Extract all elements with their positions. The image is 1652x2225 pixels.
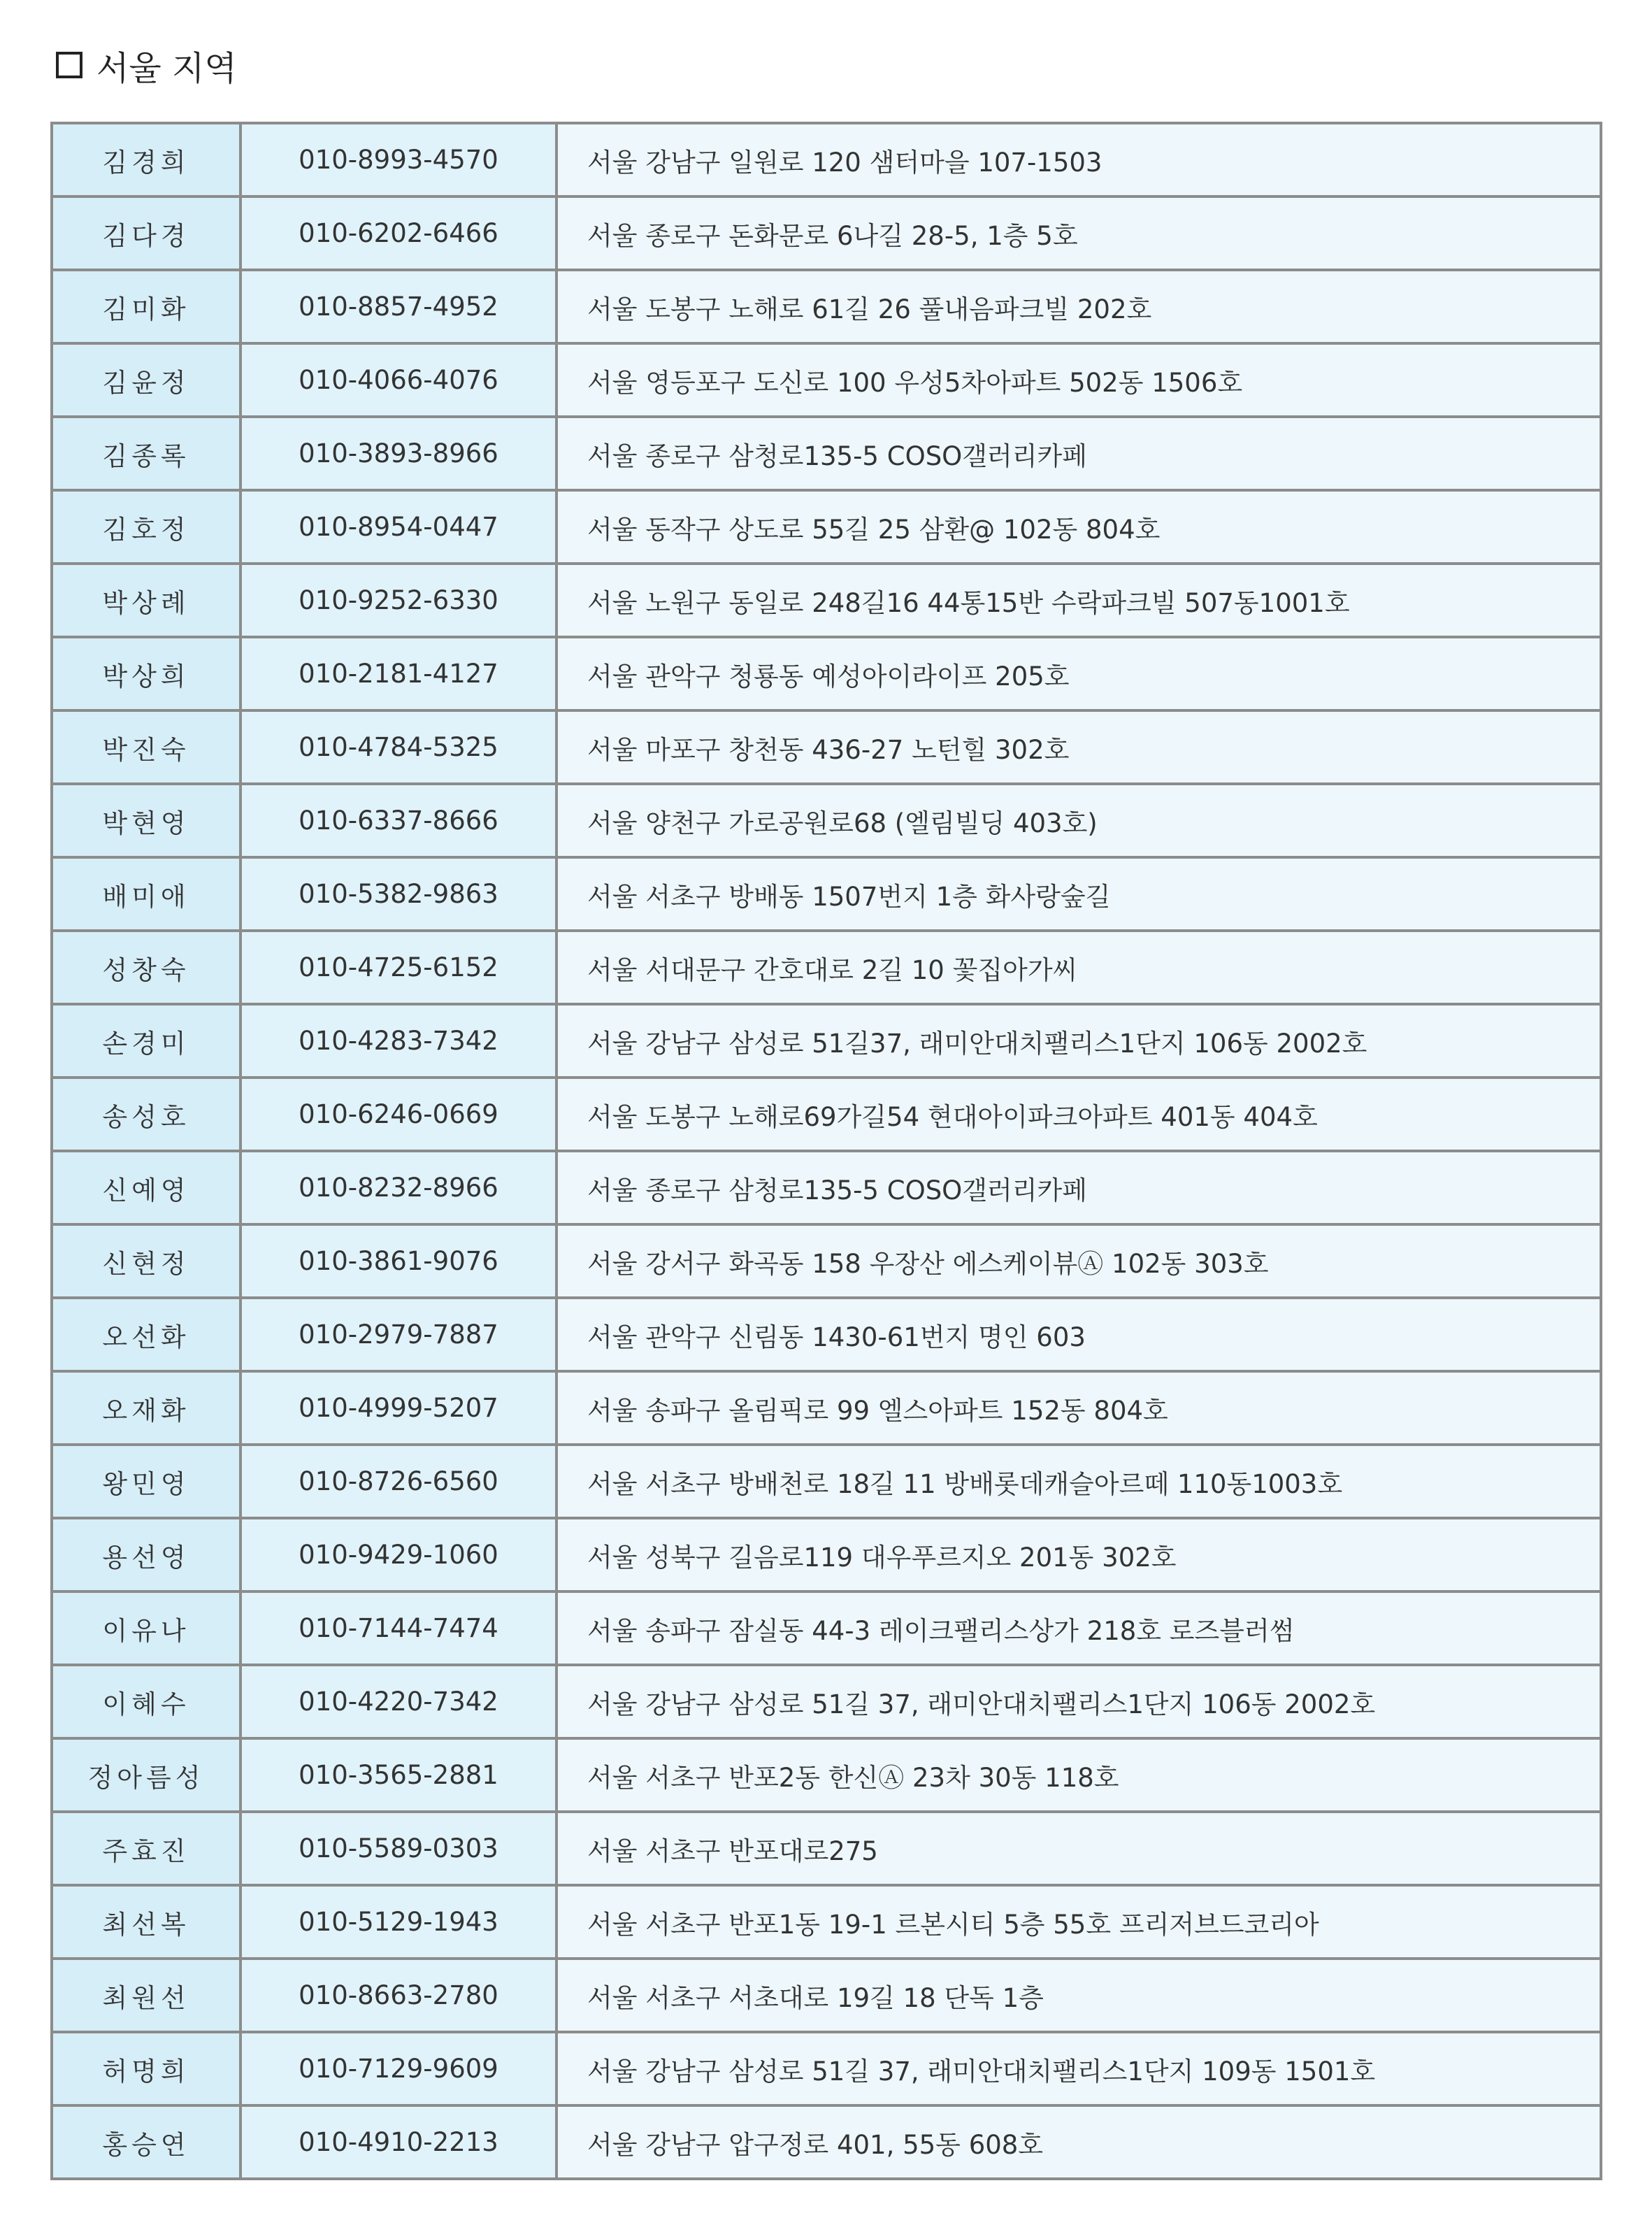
contact-phone: 010-4725-6152	[240, 931, 556, 1004]
contact-phone: 010-3565-2881	[240, 1738, 556, 1812]
contact-phone: 010-8954-0447	[240, 490, 556, 564]
contact-address: 서울 강남구 일원로 120 샘터마을 107-1503	[556, 123, 1601, 196]
contact-address: 서울 종로구 삼청로135-5 COSO갤러리카페	[556, 1151, 1601, 1224]
contact-phone: 010-8663-2780	[240, 1959, 556, 2032]
contact-table-body	[52, 123, 1601, 2179]
table-row	[52, 1004, 1601, 1078]
contact-name: 허명희	[52, 2032, 240, 2105]
contact-phone: 010-8726-6560	[240, 1445, 556, 1518]
contact-phone: 010-5129-1943	[240, 1885, 556, 1959]
table-row	[52, 710, 1601, 784]
contact-name: 신현정	[52, 1224, 240, 1298]
contact-address: 서울 영등포구 도신로 100 우성5차아파트 502동 1506호	[556, 343, 1601, 417]
table-row	[52, 1298, 1601, 1371]
contact-phone: 010-2181-4127	[240, 637, 556, 710]
contact-address: 서울 강남구 압구정로 401, 55동 608호	[556, 2105, 1601, 2179]
contact-phone: 010-7129-9609	[240, 2032, 556, 2105]
table-row	[52, 1812, 1601, 1885]
contact-phone: 010-4910-2213	[240, 2105, 556, 2179]
contact-phone: 010-6246-0669	[240, 1078, 556, 1151]
contact-address: 서울 양천구 가로공원로68 (엘림빌딩 403호)	[556, 784, 1601, 857]
contact-name: 홍승연	[52, 2105, 240, 2179]
contact-phone: 010-7144-7474	[240, 1591, 556, 1665]
contact-address: 서울 도봉구 노해로 61길 26 풀내음파크빌 202호	[556, 270, 1601, 343]
contact-phone: 010-4066-4076	[240, 343, 556, 417]
contact-address: 서울 강남구 삼성로 51길 37, 래미안대치팰리스1단지 109동 1501호	[556, 2032, 1601, 2105]
contact-address: 서울 서초구 반포대로275	[556, 1812, 1601, 1885]
contact-address: 서울 서초구 반포2동 한신Ⓐ 23차 30동 118호	[556, 1738, 1601, 1812]
contact-address: 서울 동작구 상도로 55길 25 삼환@ 102동 804호	[556, 490, 1601, 564]
contact-name: 배미애	[52, 857, 240, 931]
contact-name: 오선화	[52, 1298, 240, 1371]
contact-name: 정아름성	[52, 1738, 240, 1812]
table-row	[52, 1151, 1601, 1224]
contact-name: 왕민영	[52, 1445, 240, 1518]
contact-address: 서울 강남구 삼성로 51길37, 래미안대치팰리스1단지 106동 2002호	[556, 1004, 1601, 1078]
table-row	[52, 931, 1601, 1004]
contact-phone: 010-9429-1060	[240, 1518, 556, 1591]
contact-phone: 010-3861-9076	[240, 1224, 556, 1298]
contact-name: 주효진	[52, 1812, 240, 1885]
contact-name: 성창숙	[52, 931, 240, 1004]
contact-phone: 010-4999-5207	[240, 1371, 556, 1445]
table-row	[52, 2105, 1601, 2179]
contact-phone: 010-5382-9863	[240, 857, 556, 931]
contact-name: 손경미	[52, 1004, 240, 1078]
table-row	[52, 196, 1601, 270]
contact-phone: 010-3893-8966	[240, 417, 556, 490]
table-row	[52, 564, 1601, 637]
contact-address: 서울 마포구 창천동 436-27 노턴힐 302호	[556, 710, 1601, 784]
contact-name: 이혜수	[52, 1665, 240, 1738]
table-row	[52, 123, 1601, 196]
contact-phone: 010-4784-5325	[240, 710, 556, 784]
contact-address: 서울 성북구 길음로119 대우푸르지오 201동 302호	[556, 1518, 1601, 1591]
contact-table	[50, 122, 1602, 2180]
contact-phone: 010-8857-4952	[240, 270, 556, 343]
table-row	[52, 1445, 1601, 1518]
contact-name: 김다경	[52, 196, 240, 270]
contact-address: 서울 서초구 서초대로 19길 18 단독 1층	[556, 1959, 1601, 2032]
table-row	[52, 1959, 1601, 2032]
contact-name: 박상례	[52, 564, 240, 637]
contact-phone: 010-6202-6466	[240, 196, 556, 270]
table-row	[52, 1078, 1601, 1151]
contact-address: 서울 강남구 삼성로 51길 37, 래미안대치팰리스1단지 106동 2002호	[556, 1665, 1601, 1738]
table-row	[52, 417, 1601, 490]
contact-address: 서울 종로구 삼청로135-5 COSO갤러리카페	[556, 417, 1601, 490]
table-row	[52, 1224, 1601, 1298]
table-row	[52, 1665, 1601, 1738]
contact-address: 서울 도봉구 노해로69가길54 현대아이파크아파트 401동 404호	[556, 1078, 1601, 1151]
contact-address: 서울 관악구 신림동 1430-61번지 명인 603	[556, 1298, 1601, 1371]
contact-name: 김미화	[52, 270, 240, 343]
table-row	[52, 1885, 1601, 1959]
contact-name: 신예영	[52, 1151, 240, 1224]
section-title: 서울 지역	[96, 48, 237, 88]
empty-square-icon	[56, 52, 82, 78]
table-row	[52, 343, 1601, 417]
contact-name: 최원선	[52, 1959, 240, 2032]
contact-phone: 010-4220-7342	[240, 1665, 556, 1738]
contact-phone: 010-5589-0303	[240, 1812, 556, 1885]
table-row	[52, 1518, 1601, 1591]
contact-phone: 010-8232-8966	[240, 1151, 556, 1224]
contact-phone: 010-9252-6330	[240, 564, 556, 637]
contact-name: 박진숙	[52, 710, 240, 784]
contact-address: 서울 서초구 방배동 1507번지 1층 화사랑숲길	[556, 857, 1601, 931]
contact-name: 오재화	[52, 1371, 240, 1445]
contact-address: 서울 종로구 돈화문로 6나길 28-5, 1층 5호	[556, 196, 1601, 270]
contact-phone: 010-6337-8666	[240, 784, 556, 857]
table-row	[52, 1738, 1601, 1812]
table-row	[52, 490, 1601, 564]
table-row	[52, 784, 1601, 857]
contact-name: 김종록	[52, 417, 240, 490]
contact-address: 서울 강서구 화곡동 158 우장산 에스케이뷰Ⓐ 102동 303호	[556, 1224, 1601, 1298]
contact-address: 서울 서초구 반포1동 19-1 르본시티 5층 55호 프리저브드코리아	[556, 1885, 1601, 1959]
table-row	[52, 637, 1601, 710]
contact-name: 이유나	[52, 1591, 240, 1665]
contact-name: 송성호	[52, 1078, 240, 1151]
contact-name: 박상희	[52, 637, 240, 710]
table-row	[52, 857, 1601, 931]
contact-address: 서울 서대문구 간호대로 2길 10 꽃집아가씨	[556, 931, 1601, 1004]
contact-address: 서울 송파구 올림픽로 99 엘스아파트 152동 804호	[556, 1371, 1601, 1445]
contact-address: 서울 노원구 동일로 248길16 44통15반 수락파크빌 507동1001호	[556, 564, 1601, 637]
contact-name: 김윤정	[52, 343, 240, 417]
contact-phone: 010-2979-7887	[240, 1298, 556, 1371]
contact-address: 서울 서초구 방배천로 18길 11 방배롯데캐슬아르떼 110동1003호	[556, 1445, 1601, 1518]
contact-phone: 010-4283-7342	[240, 1004, 556, 1078]
contact-name: 최선복	[52, 1885, 240, 1959]
table-row	[52, 1591, 1601, 1665]
contact-name: 박현영	[52, 784, 240, 857]
contact-address: 서울 송파구 잠실동 44-3 레이크팰리스상가 218호 로즈블러썸	[556, 1591, 1601, 1665]
contact-name: 김호정	[52, 490, 240, 564]
contact-phone: 010-8993-4570	[240, 123, 556, 196]
table-row	[52, 270, 1601, 343]
contact-name: 김경희	[52, 123, 240, 196]
section-heading	[56, 34, 237, 96]
contact-address: 서울 관악구 청룡동 예성아이라이프 205호	[556, 637, 1601, 710]
table-row	[52, 2032, 1601, 2105]
table-row	[52, 1371, 1601, 1445]
contact-name: 용선영	[52, 1518, 240, 1591]
